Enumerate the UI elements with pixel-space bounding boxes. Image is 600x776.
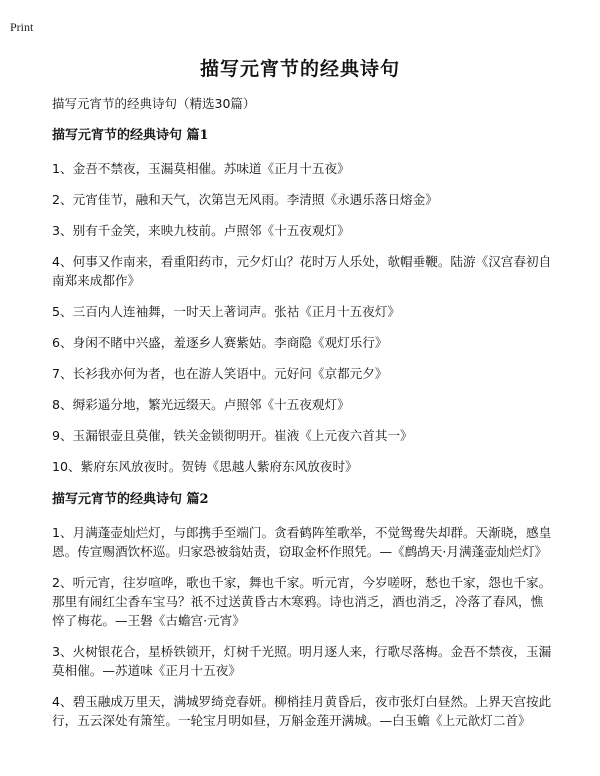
page-subtitle: 描写元宵节的经典诗句（精选30篇） — [52, 96, 256, 111]
poem-line: 4、何事又作南来，看重阳药市，元夕灯山？花时万人乐处，欹帽垂鞭。陆游《汉宫春初自南郑来成都作》 — [52, 254, 552, 288]
page-title: 描写元宵节的经典诗句 — [199, 58, 400, 80]
poem-line: 3、火树银花合，星桥铁锁开，灯树千光照。明月逐人来，行歌尽落梅。金吾不禁夜，玉漏莫相催。—苏道味《正月十五夜》 — [52, 644, 552, 678]
section-heading: 描写元宵节的经典诗句 篇1 — [52, 128, 209, 143]
poem-line: 1、金吾不禁夜，玉漏莫相催。苏味道《正月十五夜》 — [52, 161, 350, 176]
article-content — [52, 124, 554, 742]
poem-line: 10、紫府东风放夜时。贺铸《思越人紫府东风放夜时》 — [52, 459, 358, 474]
poem-line: 9、玉漏银壶且莫催，铁关金锁彻明开。崔液《上元夜六首其一》 — [52, 428, 413, 443]
poem-line: 6、身闲不睹中兴盛，羞逐乡人赛紫姑。李商隐《观灯乐行》 — [52, 335, 388, 350]
poem-line: 2、听元宵，往岁喧哗，歌也千家，舞也千家。听元宵，今岁嗟呀，愁也千家，怨也千家。那里有闹红尘香车宝马？祇不过送黄昏古木寒鸦。诗也消乏，酒也消乏，冷落了春风，憔悴了梅花。—王磐《古蟾宫·元宵》 — [52, 575, 552, 628]
poem-line: 3、别有千金笑，来映九枝前。卢照邻《十五夜观灯》 — [52, 223, 350, 238]
poem-line: 4、碧玉融成万里天，满城罗绮竞春妍。柳梢挂月黄昏后，夜市张灯白昼然。上界天宫按此行，五云深处有箫笙。一轮宝月明如昼，万斛金莲开满城。—白玉蟾《上元歆灯二首》 — [52, 694, 552, 728]
section-2 — [52, 488, 554, 730]
poem-line: 1、月满蓬壶灿烂灯，与郎携手至端门。贪看鹤阵笙歌举，不觉鸳鸯失却群。天渐晓，感皇恩。传宣赐酒饮杯巡。归家恐被翁姑责，窃取金杯作照凭。—《鹧鸪天·月满蓬壶灿烂灯》 — [52, 525, 552, 559]
section-heading: 描写元宵节的经典诗句 篇2 — [52, 492, 209, 507]
poem-line: 8、缛彩遥分地，繁光远缀天。卢照邻《十五夜观灯》 — [52, 397, 350, 412]
section-1 — [52, 124, 554, 476]
print-link[interactable]: Print — [10, 20, 34, 34]
poem-line: 5、三百内人连袖舞，一时天上著词声。张祜《正月十五夜灯》 — [52, 304, 401, 319]
poem-line: 2、元宵佳节，融和天气，次第岂无风雨。李清照《永遇乐落日熔金》 — [52, 192, 438, 207]
poem-line: 7、长衫我亦何为者，也在游人笑语中。元好问《京都元夕》 — [52, 366, 388, 381]
